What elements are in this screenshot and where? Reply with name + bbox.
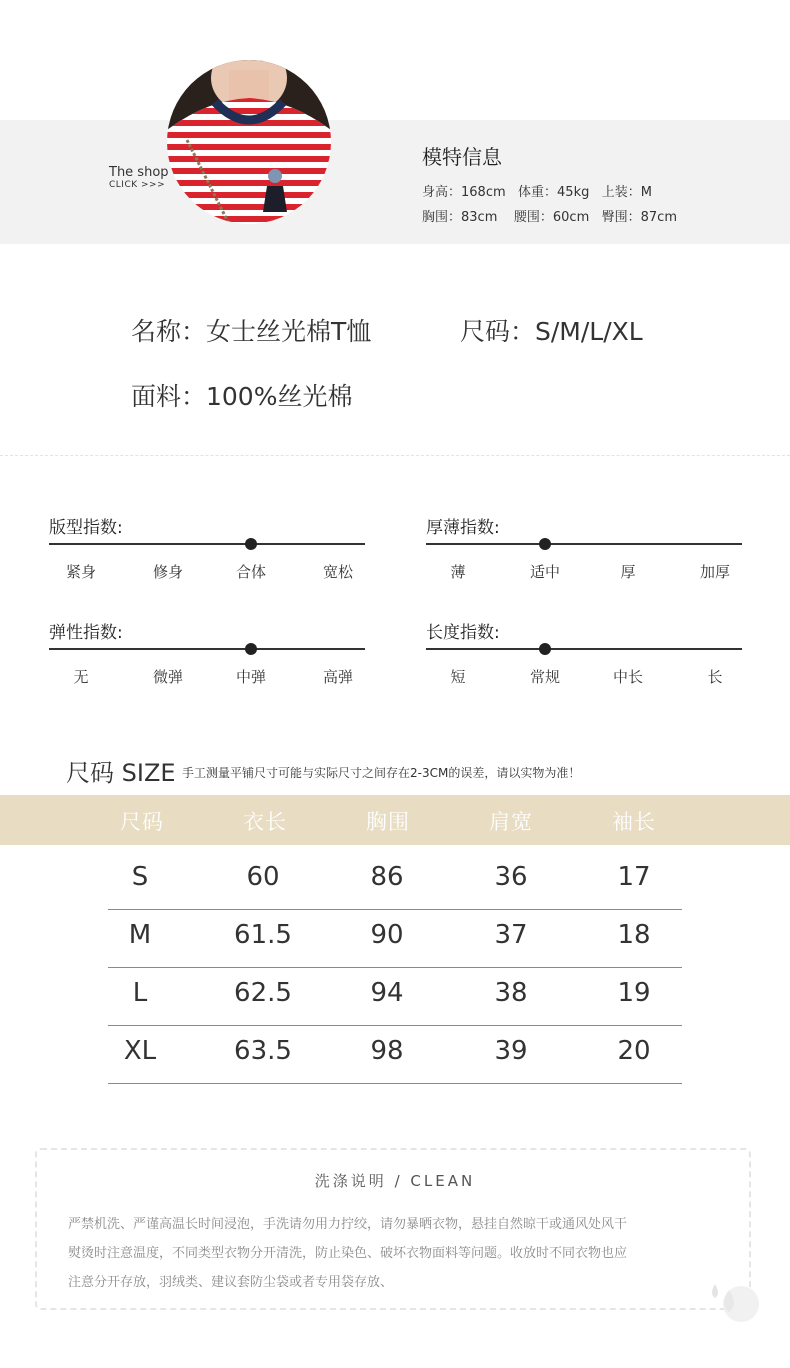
fit-index-scale — [49, 513, 365, 583]
care-text-line: 严禁机洗、严谨高温长时间浸泡，手洗请勿用力拧绞，请勿暴晒衣物，悬挂自然晾干或通风处风干 — [68, 1217, 628, 1232]
size-table-cell: S — [131, 862, 149, 892]
size-table-cell: 38 — [494, 978, 528, 1008]
care-text — [68, 1210, 728, 1297]
shirt-stripe — [167, 132, 331, 138]
size-table-cell: XL — [123, 1036, 157, 1066]
size-table-header-cell: 衣长 — [243, 810, 287, 834]
model-photo-illustration — [167, 60, 331, 224]
size-table-header-cell: 袖长 — [612, 810, 656, 834]
size-table-header — [0, 795, 790, 845]
shirt-stripe — [167, 192, 331, 198]
shop-title: The shop — [109, 165, 169, 180]
scale-title: 长度指数: — [426, 623, 500, 643]
scale-label: 宽松 — [322, 563, 354, 581]
size-table-cell: 36 — [494, 862, 528, 892]
size-table-cell: 86 — [370, 862, 404, 892]
scale-label: 合体 — [235, 563, 267, 581]
size-table-cell: 20 — [617, 1036, 651, 1066]
scale-label: 微弹 — [152, 668, 184, 686]
scale-label: 薄 — [450, 563, 466, 581]
size-table-row — [108, 968, 682, 1026]
section-divider — [0, 455, 790, 456]
shop-click-text: CLICK >>> — [109, 180, 166, 190]
scale-label: 短 — [450, 668, 466, 686]
size-table-cell: 19 — [617, 978, 651, 1008]
scale-label: 厚 — [620, 563, 636, 581]
size-table-cell: 39 — [494, 1036, 528, 1066]
scale-indicator-dot — [245, 538, 257, 550]
size-table-cell: 63.5 — [234, 1036, 292, 1066]
scale-title: 弹性指数: — [49, 623, 123, 643]
size-note: 手工测量平铺尺寸可能与实际尺寸之间存在2-3CM的误差，请以实物为准！ — [182, 766, 581, 780]
scale-label: 适中 — [529, 563, 561, 581]
size-table-cell: 94 — [370, 978, 404, 1008]
scale-track — [426, 648, 742, 650]
model-info-title: 模特信息 — [422, 145, 502, 169]
scale-indicator-dot — [245, 643, 257, 655]
shop-link[interactable] — [109, 165, 169, 191]
model-measurements-line1: 身高：168cm 体重：45kg 上装：M — [422, 185, 652, 200]
size-table-row — [108, 852, 682, 910]
size-table-header-cell: 尺码 — [120, 810, 164, 834]
care-title: 洗涤说明 / CLEAN — [314, 1172, 476, 1190]
length-index-scale — [426, 618, 742, 688]
care-text-line: 熨烫时注意温度，不同类型衣物分开清洗，防止染色、破坏衣物面料等问题。收放时不同衣物也应 — [68, 1246, 628, 1261]
size-table-cell: 61.5 — [234, 920, 292, 950]
product-name: 名称：女士丝光棉T恤 — [131, 317, 372, 346]
scale-title: 厚薄指数: — [426, 518, 500, 538]
elasticity-index-scale — [49, 618, 365, 688]
model-measurements-line2: 胸围：83cm 腰围：60cm 臀围：87cm — [422, 210, 677, 225]
size-heading: 尺码 SIZE — [66, 759, 176, 787]
scale-label: 中长 — [612, 668, 644, 686]
size-table-row — [108, 910, 682, 968]
scale-label: 常规 — [529, 668, 561, 686]
care-instructions-box — [35, 1148, 751, 1310]
size-table-cell: 62.5 — [234, 978, 292, 1008]
scale-track — [49, 543, 365, 545]
shirt-stripe — [167, 168, 331, 174]
size-table-cell: 98 — [370, 1036, 404, 1066]
size-table-header-cell: 胸围 — [366, 810, 410, 834]
size-table-cell: L — [132, 978, 148, 1008]
scale-indicator-dot — [539, 538, 551, 550]
size-table-header-cell: 肩宽 — [489, 810, 533, 834]
scale-label: 中弹 — [235, 668, 267, 686]
size-table-cell: 18 — [617, 920, 651, 950]
size-table-cell: 90 — [370, 920, 404, 950]
size-table-cell: M — [128, 920, 152, 950]
scale-indicator-dot — [539, 643, 551, 655]
shirt-stripe — [167, 156, 331, 162]
scale-label: 紧身 — [65, 563, 97, 581]
care-text-line: 注意分开存放，羽绒类、建议套防尘袋或者专用袋存放、 — [68, 1275, 394, 1290]
model-photo — [167, 60, 331, 224]
shirt-stripe — [167, 180, 331, 186]
scale-label: 加厚 — [699, 563, 731, 581]
scale-track — [426, 543, 742, 545]
water-drop-icon — [703, 1280, 763, 1324]
size-table-cell: 37 — [494, 920, 528, 950]
size-table-row — [108, 1026, 682, 1084]
size-table-cell: 17 — [617, 862, 651, 892]
size-table-cell: 60 — [246, 862, 280, 892]
scale-label: 无 — [73, 668, 89, 686]
product-sizes: 尺码：S/M/L/XL — [460, 317, 643, 346]
product-fabric: 面料：100%丝光棉 — [131, 382, 353, 411]
scale-title: 版型指数: — [49, 518, 123, 538]
scale-label: 修身 — [152, 563, 184, 581]
scale-label: 高弹 — [322, 668, 354, 686]
thickness-index-scale — [426, 513, 742, 583]
scale-label: 长 — [707, 668, 723, 686]
scale-track — [49, 648, 365, 650]
